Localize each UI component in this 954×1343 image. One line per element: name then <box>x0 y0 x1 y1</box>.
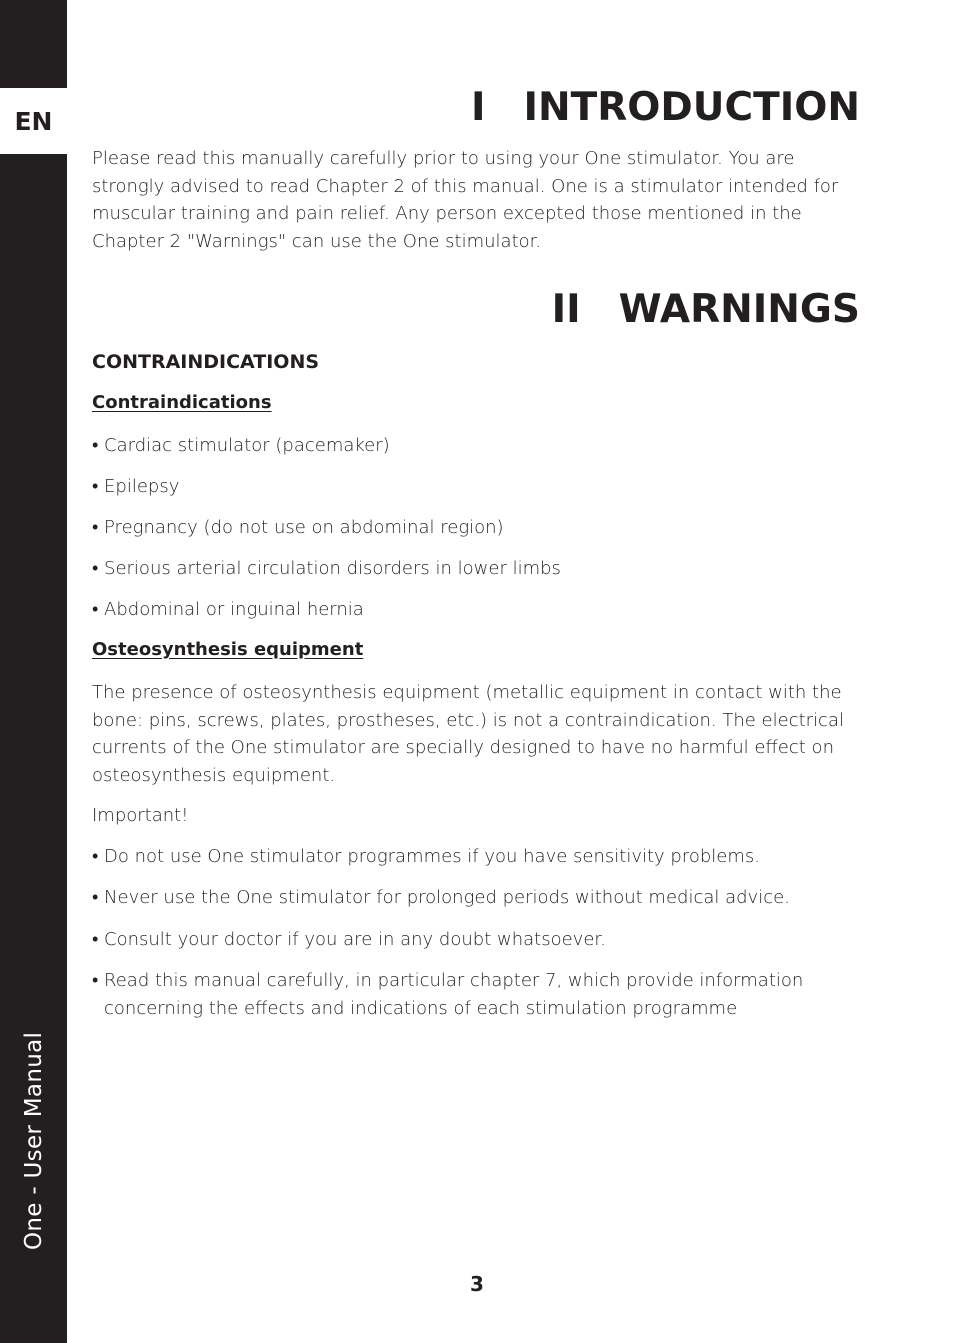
important-item: • Consult your doctor if you are in any doubt whatsoever. <box>92 929 606 950</box>
chapter-title: INTRODUCTION <box>523 85 860 130</box>
chapter-number: II <box>551 287 581 332</box>
contraindications-subheading: Contraindications <box>92 392 272 413</box>
contra-item: • Serious arterial circulation disorders in lower limbs <box>92 558 561 579</box>
osteosynthesis-subheading: Osteosynthesis equipment <box>92 639 364 660</box>
page-number: 3 <box>470 1272 484 1296</box>
chapter-title: WARNINGS <box>618 287 860 332</box>
important-label: Important! <box>92 805 189 826</box>
contra-item: • Epilepsy <box>92 476 180 497</box>
important-item: • Do not use One stimulator programmes if you have sensitivity problems. <box>92 846 760 867</box>
chapter-number: I <box>470 85 486 130</box>
introduction-heading <box>471 86 860 130</box>
contra-item: • Cardiac stimulator (pacemaker) <box>92 435 390 456</box>
manual-side-title: One - User Manual <box>21 1031 47 1250</box>
important-item: • Never use the One stimulator for prolonged periods without medical advice. <box>92 887 790 908</box>
osteosynthesis-paragraph: The presence of osteosynthesis equipment (metallic equipment in contact with the bone: pins, screws, plates, prostheses, etc.) is not a contraindication. The electrical currents of the One stimulator are specially designed to have no harmful effect on osteosynthesis equipment. <box>92 682 844 786</box>
warnings-heading <box>552 288 860 332</box>
intro-paragraph: Please read this manually carefully prior to using your One stimulator. You are strongly advised to read Chapter 2 of this manual. One is a stimulator intended for muscular training and pain relief. Any person excepted those mentioned in the Chapter 2 "Warnings" can use the One stimulator. <box>92 148 839 252</box>
important-item: • Read this manual carefully, in particular chapter 7, which provide information concerning the effects and indications of each stimulation programme <box>92 970 804 1019</box>
contra-item: • Abdominal or inguinal hernia <box>92 599 364 620</box>
contraindications-section-heading: CONTRAINDICATIONS <box>92 351 320 373</box>
language-tab: EN <box>0 88 67 154</box>
contra-item: • Pregnancy (do not use on abdominal region) <box>92 517 504 538</box>
